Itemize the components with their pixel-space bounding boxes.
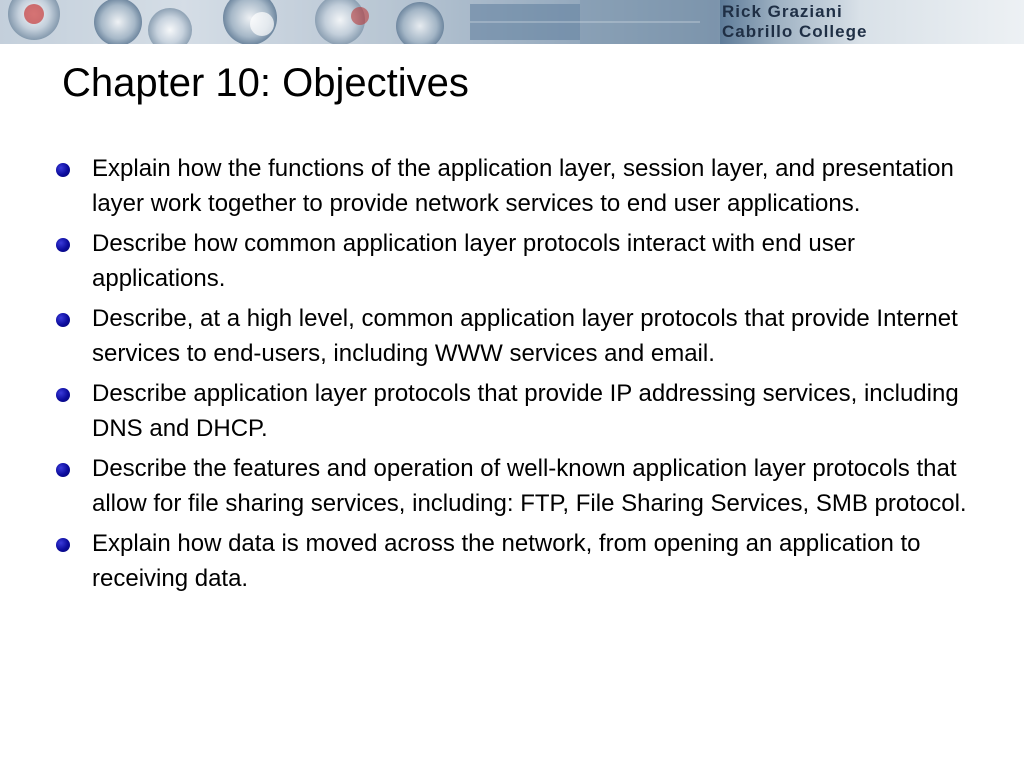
bullet-icon [56,313,70,327]
list-item [54,527,974,596]
list-item [54,452,974,521]
list-item-text: Explain how data is moved across the network, from opening an application to receiving data. [92,530,921,592]
objectives-list [54,152,974,602]
banner-image [0,0,720,44]
bullet-icon [56,388,70,402]
header-banner [0,0,1024,44]
author-name: Rick Graziani [722,2,843,21]
list-item-text: Describe the features and operation of well-known application layer protocols that allow for file sharing services, including: FTP, File Sharing Services, SMB protocol. [92,455,967,517]
slide-title: Chapter 10: Objectives [62,61,469,105]
list-item-text: Describe, at a high level, common application layer protocols that provide Internet services to end-users, including WWW services and email. [92,305,958,367]
list-item [54,377,974,446]
bullet-icon [56,538,70,552]
list-item [54,302,974,371]
banner-credits [722,2,1022,42]
institution-name: Cabrillo College [722,22,868,41]
list-item-text: Explain how the functions of the application layer, session layer, and presentation layer work together to provide network services to end user applications. [92,155,954,217]
bullet-icon [56,238,70,252]
list-item [54,152,974,221]
list-item-text: Describe application layer protocols that provide IP addressing services, including DNS and DHCP. [92,380,959,442]
bullet-icon [56,163,70,177]
bullet-icon [56,463,70,477]
list-item [54,227,974,296]
list-item-text: Describe how common application layer protocols interact with end user applications. [92,230,856,292]
